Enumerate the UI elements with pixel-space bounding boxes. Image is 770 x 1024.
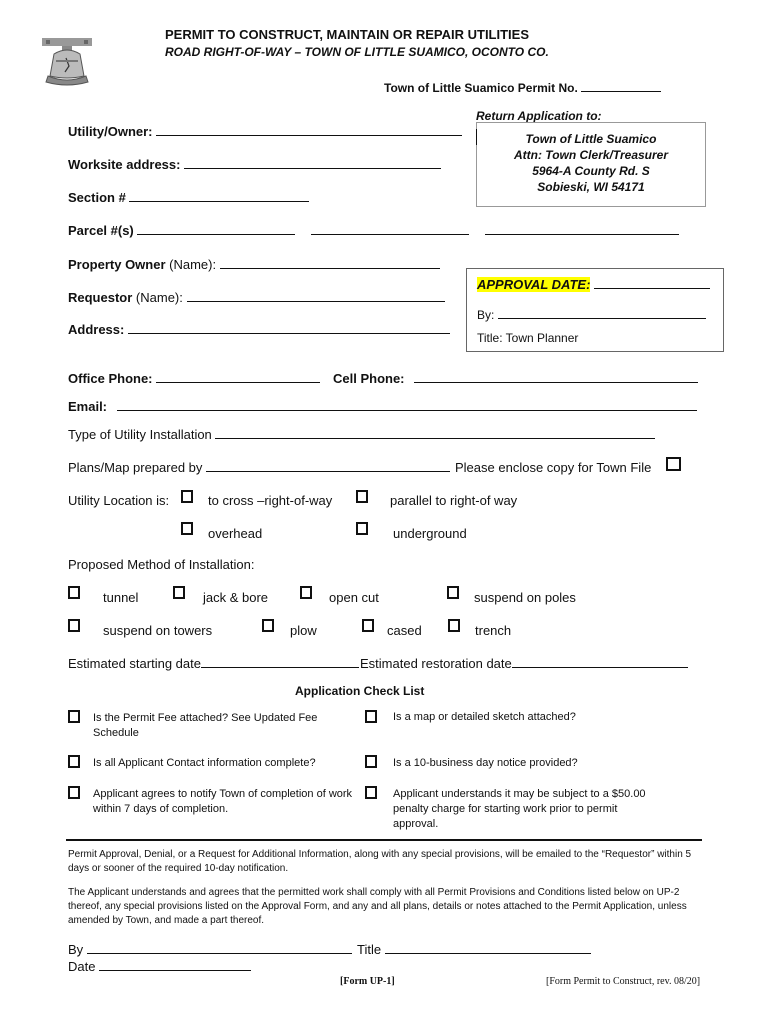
approval-by-field[interactable] — [498, 307, 706, 319]
suspend-poles-label: suspend on poles — [474, 590, 576, 605]
page-title: PERMIT TO CONSTRUCT, MAINTAIN OR REPAIR UTILITIES — [165, 27, 529, 42]
checklist-notice-label: Is a 10-business day notice provided? — [393, 757, 578, 769]
approval-date-field[interactable] — [594, 277, 710, 289]
suspend-towers-label: suspend on towers — [103, 623, 213, 638]
checklist-penalty-label: Applicant understands it may be subject to a $50.00 penalty charge for starting work prior to permit approval. — [393, 788, 646, 830]
approval-by-label: By: — [477, 308, 495, 322]
section-divider — [66, 839, 702, 841]
return-to-heading: Return Application to: — [476, 109, 602, 123]
footer-revision: [Form Permit to Construct, rev. 08/20] — [546, 976, 701, 987]
plow-checkbox[interactable] — [262, 619, 274, 632]
liberty-bell-icon — [36, 36, 98, 90]
return-address-box — [476, 122, 706, 207]
address-field[interactable] — [128, 322, 450, 334]
approval-title: Title: Town Planner — [477, 331, 579, 345]
notice-paragraph: Permit Approval, Denial, or a Request for Additional Information, along with any special provisions, will be emailed to the “Requestor” within 5 days or sooner of the required 10-day notification. — [68, 849, 692, 874]
parcel-field-3[interactable] — [485, 223, 679, 235]
restore-date-row: Estimated restoration date — [360, 656, 688, 671]
email-row: Email: — [68, 399, 697, 414]
checklist-contact-label: Is all Applicant Contact information complete? — [93, 757, 316, 769]
cross-row-checkbox[interactable] — [181, 490, 193, 503]
utility-type-row: Type of Utility Installation — [68, 427, 655, 442]
jack-bore-checkbox[interactable] — [173, 586, 185, 599]
email-field[interactable] — [117, 399, 697, 411]
requestor-row: Requestor (Name): — [68, 290, 445, 305]
jack-bore-label: jack & bore — [203, 590, 269, 605]
plans-field[interactable] — [206, 460, 450, 472]
checklist-notify-label: Applicant agrees to notify Town of completion of work within 7 days of completion. — [93, 788, 353, 815]
sign-date-field[interactable] — [99, 959, 251, 971]
underground-checkbox[interactable] — [356, 522, 368, 535]
tunnel-checkbox[interactable] — [68, 586, 80, 599]
office-phone-row: Office Phone: — [68, 371, 320, 386]
utility-owner-field[interactable] — [156, 124, 462, 136]
checklist-fee-checkbox[interactable] — [68, 710, 80, 723]
suspend-poles-checkbox[interactable] — [447, 586, 459, 599]
checklist-heading: Application Check List — [295, 684, 425, 698]
permit-no-label: Town of Little Suamico Permit No. — [384, 80, 661, 95]
cased-checkbox[interactable] — [362, 619, 374, 632]
overhead-label: overhead — [208, 526, 263, 541]
sign-title-field[interactable] — [385, 942, 591, 954]
sign-title-row: Title — [357, 942, 591, 957]
checklist-contact-checkbox[interactable] — [68, 755, 80, 768]
cell-phone-field[interactable] — [414, 371, 698, 383]
suspend-towers-checkbox[interactable] — [68, 619, 80, 632]
cell-phone-row: Cell Phone: — [333, 371, 698, 386]
return-line-3: 5964-A County Rd. S — [532, 164, 650, 178]
parcel-field-2[interactable] — [311, 223, 469, 235]
section-row: Section # — [68, 190, 309, 205]
tunnel-label: tunnel — [103, 590, 139, 605]
address-row: Address: — [68, 322, 450, 337]
parcel-row: Parcel #(s) — [68, 223, 679, 238]
underground-label: underground — [393, 526, 467, 541]
property-owner-row: Property Owner (Name): — [68, 257, 440, 272]
permit-no-field[interactable] — [581, 80, 661, 92]
checklist-notice-checkbox[interactable] — [365, 755, 377, 768]
overhead-checkbox[interactable] — [181, 522, 193, 535]
method-label: Proposed Method of Installation: — [68, 557, 255, 572]
return-line-4: Sobieski, WI 54171 — [537, 180, 645, 194]
utility-type-field[interactable] — [215, 427, 655, 439]
sign-by-row: By — [68, 942, 352, 957]
parallel-label: parallel to right-of way — [390, 493, 518, 508]
cross-row-label: to cross –right-of-way — [208, 493, 333, 508]
footer-form-id: [Form UP-1] — [340, 976, 395, 987]
office-phone-field[interactable] — [156, 371, 320, 383]
plow-label: plow — [290, 623, 317, 638]
checklist-fee-label: Is the Permit Fee attached? See Updated Fee Schedule — [93, 712, 318, 739]
checklist-penalty-checkbox[interactable] — [365, 786, 377, 799]
checklist-map-label: Is a map or detailed sketch attached? — [393, 711, 576, 723]
sign-by-field[interactable] — [87, 942, 352, 954]
return-line-2: Attn: Town Clerk/Treasurer — [513, 148, 669, 162]
enclose-label: Please enclose copy for Town File — [455, 460, 652, 475]
worksite-field[interactable] — [184, 157, 441, 169]
enclose-checkbox[interactable] — [666, 457, 681, 471]
page-subtitle: ROAD RIGHT-OF-WAY – TOWN OF LITTLE SUAMICO, OCONTO CO. — [165, 45, 549, 59]
agreement-paragraph: The Applicant understands and agrees that the permitted work shall comply with all Permit Provisions and Conditions listed below on UP-2 thereof, any special provisions listed on the Approval Form, and any and all plans, details or notes attached to the Permit Application, unless amended by Town, and made a part thereof. — [68, 887, 687, 926]
worksite-row: Worksite address: — [68, 157, 441, 172]
cased-label: cased — [387, 623, 422, 638]
requestor-field[interactable] — [187, 290, 445, 302]
trench-checkbox[interactable] — [448, 619, 460, 632]
checklist-map-checkbox[interactable] — [365, 710, 377, 723]
parcel-field-1[interactable] — [137, 223, 295, 235]
approval-date-label: APPROVAL DATE: — [477, 277, 591, 292]
start-date-field[interactable] — [201, 656, 359, 668]
checklist-notify-checkbox[interactable] — [68, 786, 80, 799]
open-cut-label: open cut — [329, 590, 379, 605]
location-label: Utility Location is: — [68, 493, 170, 508]
plans-row: Plans/Map prepared by — [68, 460, 450, 475]
property-owner-field[interactable] — [220, 257, 440, 269]
utility-owner-row: Utility/Owner: — [68, 124, 462, 139]
start-date-row: Estimated starting date — [68, 656, 359, 671]
restore-date-field[interactable] — [512, 656, 688, 668]
sign-date-row: Date — [68, 959, 251, 974]
parallel-checkbox[interactable] — [356, 490, 368, 503]
trench-label: trench — [475, 623, 512, 638]
open-cut-checkbox[interactable] — [300, 586, 312, 599]
approval-box — [466, 268, 724, 352]
section-field[interactable] — [129, 190, 309, 202]
return-line-1: Town of Little Suamico — [525, 132, 657, 146]
